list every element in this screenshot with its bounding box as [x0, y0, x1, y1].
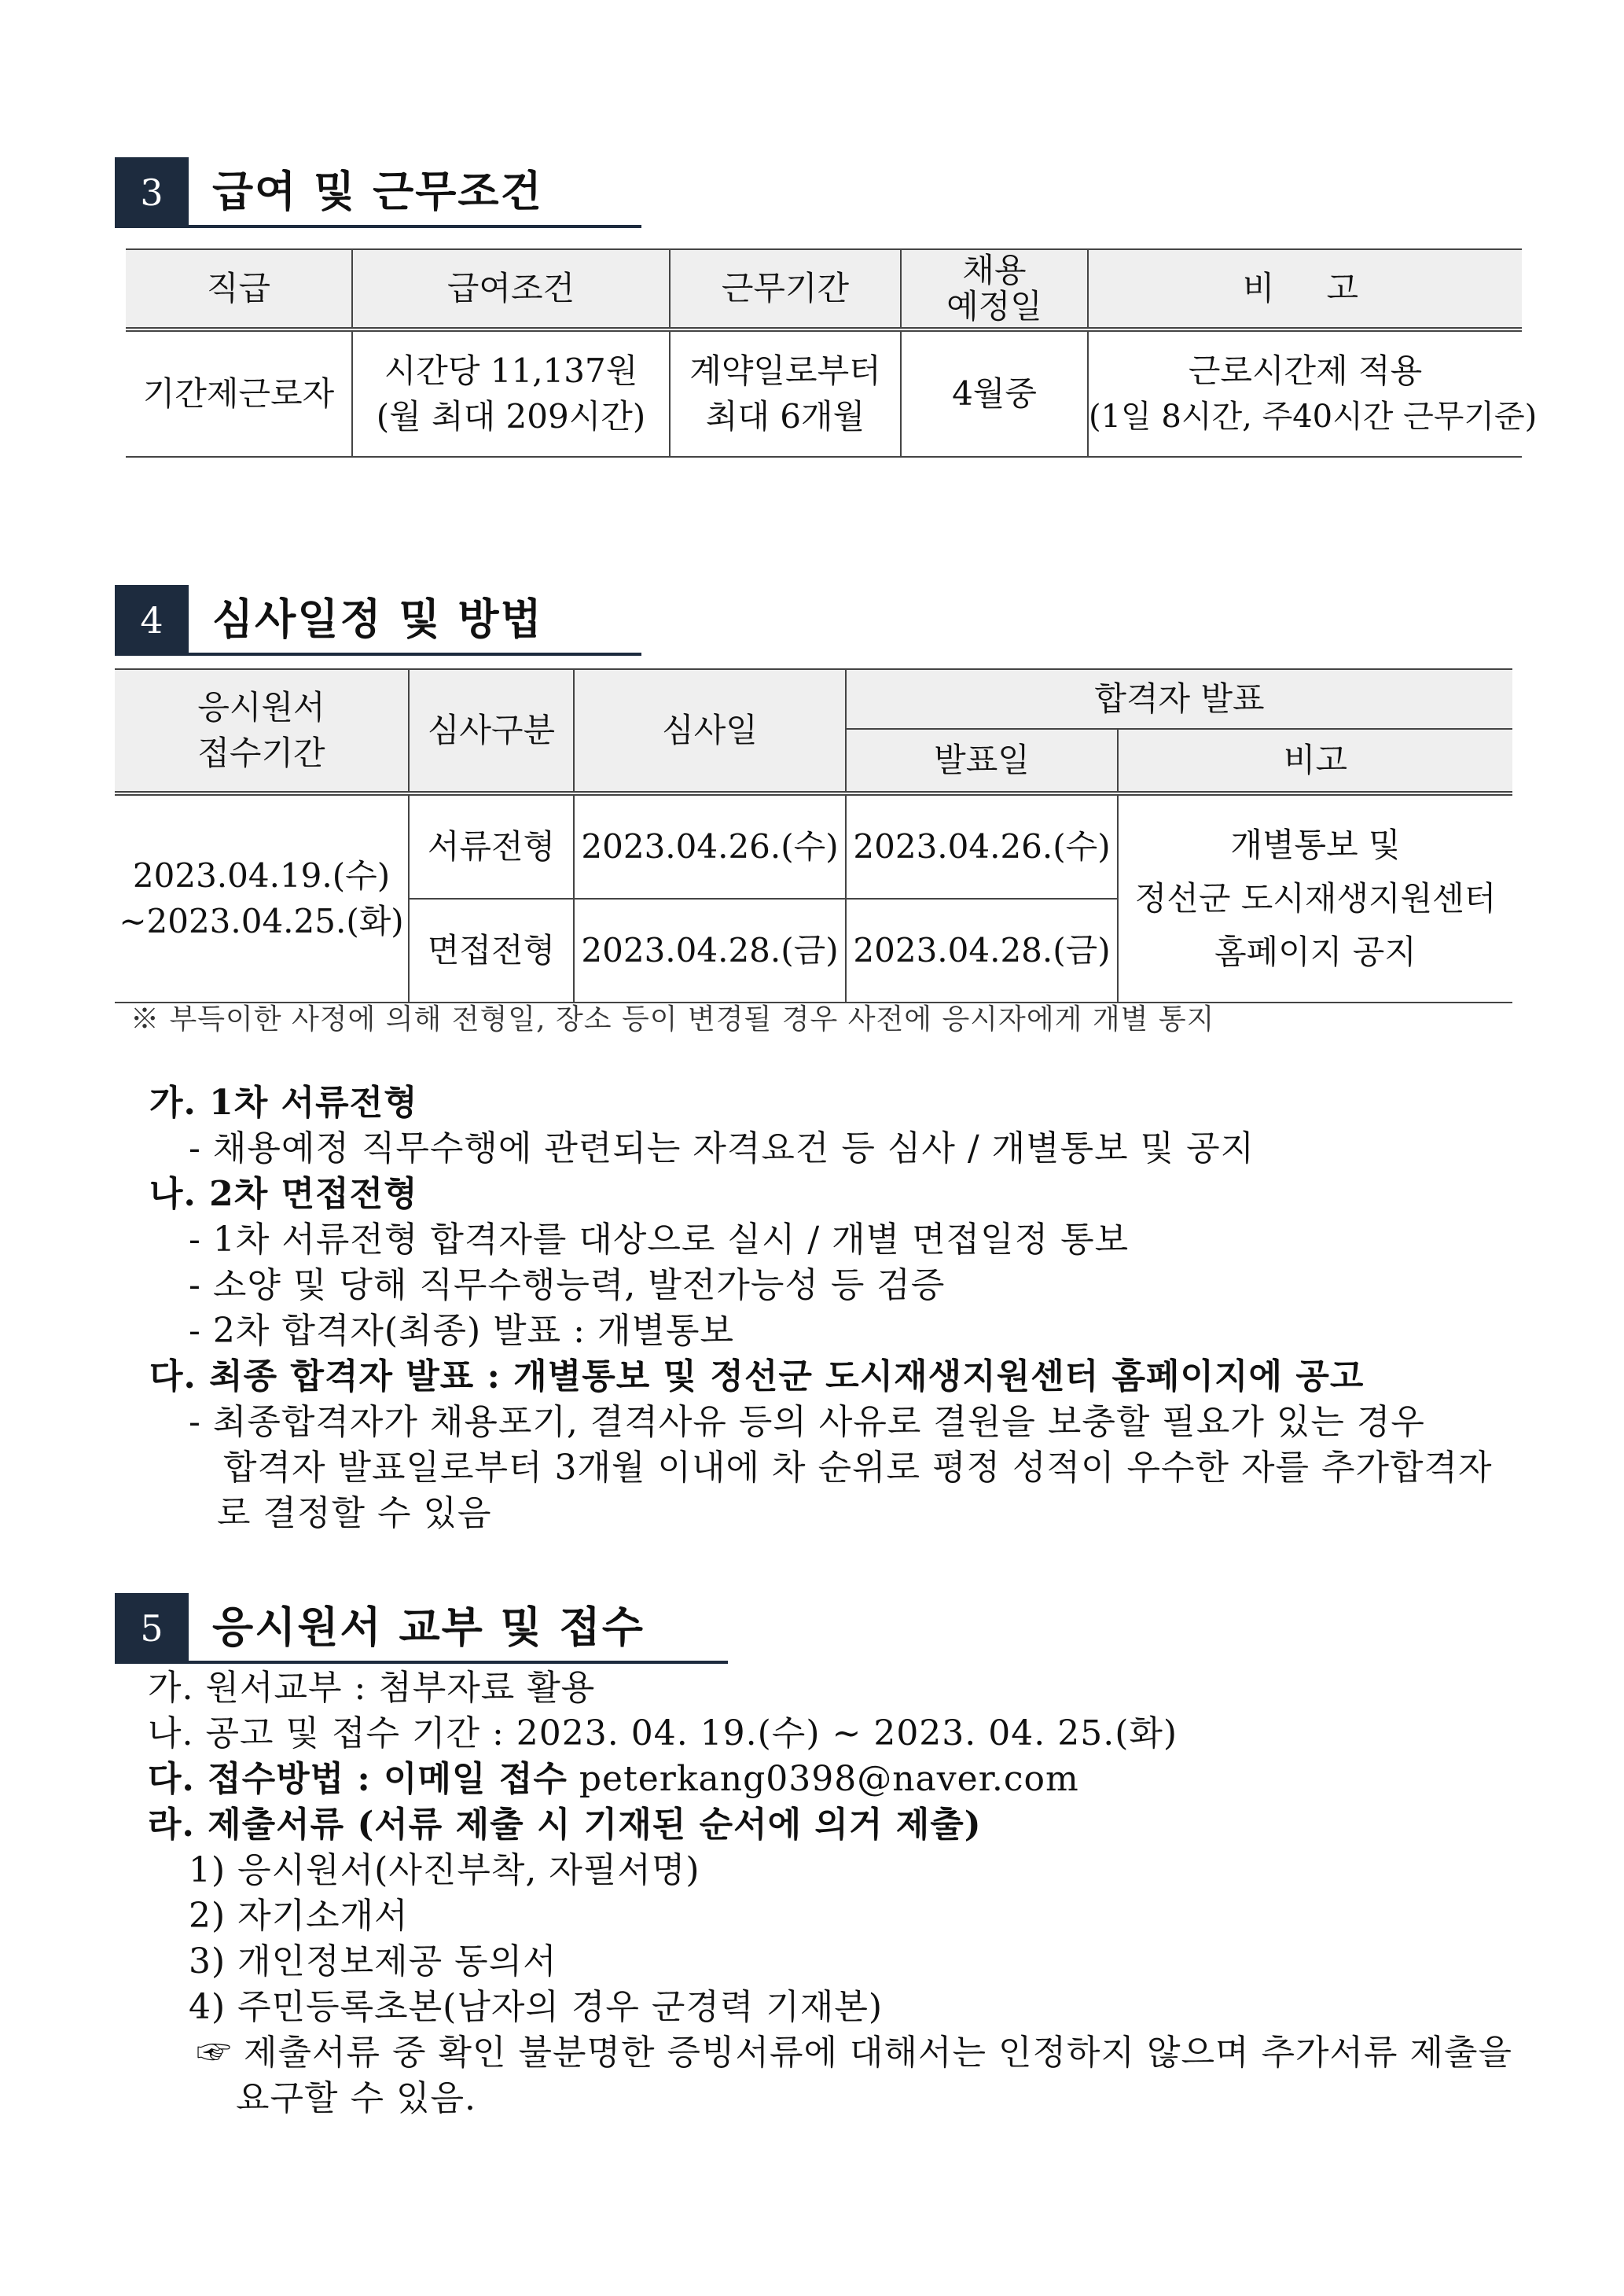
item-detail: - 소양 및 당해 직무수행능력, 발전가능성 등 검증: [189, 1265, 946, 1305]
header-apply-period: [115, 669, 409, 793]
cell-remark-line3: 홈페이지 공지: [1214, 933, 1416, 971]
header-hire-date-line1: 채용: [962, 251, 1027, 289]
cell-screening-date: 2023.04.26.(수): [574, 793, 846, 899]
item-detail: - 최종합격자가 채용포기, 결격사유 등의 사유로 결원을 보충할 필요가 있는 경우: [189, 1402, 1425, 1442]
section-underline: [189, 653, 641, 656]
cell-pay: [352, 329, 670, 457]
cell-announcement-date: 2023.04.26.(수): [846, 793, 1118, 899]
item-line: 가. 원서교부 : 첨부자료 활용: [148, 1668, 596, 1708]
item-detail: 합격자 발표일로부터 3개월 이내에 차 순위로 평정 성적이 우수한 자를 추가합격자: [223, 1448, 1493, 1488]
document-item: 2) 자기소개서: [189, 1896, 409, 1936]
document-item: 3) 개인정보제공 동의서: [189, 1941, 557, 1981]
section-underline: [189, 1661, 728, 1664]
table-row: [126, 329, 1522, 457]
item-line-label: 다. 접수방법 : 이메일 접수: [148, 1759, 568, 1799]
section-5-header: [115, 1593, 728, 1664]
cell-remark-line1: 개별통보 및: [1230, 826, 1401, 864]
cell-announcement-remark: [1118, 793, 1512, 1003]
screening-schedule-table: [115, 668, 1512, 1003]
cell-period-line2: 최대 6개월: [705, 397, 865, 436]
cell-screening-type: 면접전형: [409, 899, 574, 1003]
item-heading: 나. 2차 면접전형: [149, 1174, 418, 1214]
document-note: 요구할 수 있음.: [236, 2078, 476, 2118]
schedule-change-notice: ※ 부득이한 사정에 의해 전형일, 장소 등이 변경될 경우 사전에 응시자에게 개별 통지: [130, 1003, 1215, 1036]
cell-remark-line2: (1일 8시간, 주40시간 근무기준): [1089, 399, 1538, 435]
document-item: 4) 주민등록초본(남자의 경우 군경력 기재본): [189, 1987, 884, 2027]
email-address: peterkang0398@naver.com: [579, 1759, 1079, 1799]
header-screening-type: 심사구분: [409, 669, 574, 793]
item-detail: - 2차 합격자(최종) 발표 : 개별통보: [189, 1311, 734, 1351]
section-number: 4: [115, 585, 189, 656]
header-announcement-remark: 비고: [1118, 729, 1512, 793]
cell-pay-line1: 시간당 11,137원: [384, 351, 638, 390]
item-heading: 가. 1차 서류전형: [149, 1083, 418, 1123]
header-announcement-date: 발표일: [846, 729, 1118, 793]
cell-announcement-date: 2023.04.28.(금): [846, 899, 1118, 1003]
cell-apply-period-line2: ~2023.04.25.(화): [119, 902, 404, 940]
cell-hire-date: 4월중: [901, 329, 1088, 457]
cell-pay-line2: (월 최대 209시간): [376, 397, 646, 436]
cell-remark: [1088, 329, 1538, 457]
header-hire-date: [901, 249, 1088, 329]
item-line: [148, 1757, 1079, 1802]
cell-period-line1: 계약일로부터: [689, 351, 881, 390]
table-header-row: [126, 249, 1522, 329]
cell-screening-date: 2023.04.28.(금): [574, 899, 846, 1003]
cell-remark-line2: 정선군 도시재생지원센터: [1134, 879, 1497, 918]
section-number: 5: [115, 1593, 189, 1664]
section-title: 응시원서 교부 및 접수: [212, 1602, 645, 1652]
cell-grade: 기간제근로자: [126, 329, 352, 457]
header-screening-date: 심사일: [574, 669, 846, 793]
item-detail: - 1차 서류전형 합격자를 대상으로 실시 / 개별 면접일정 통보: [189, 1220, 1130, 1260]
header-apply-period-line2: 접수기간: [197, 734, 325, 772]
cell-apply-period-line1: 2023.04.19.(수): [132, 856, 391, 895]
header-apply-period-line1: 응시원서: [197, 688, 325, 727]
item-heading: 다. 최종 합격자 발표 : 개별통보 및 정선군 도시재생지원센터 홈페이지에 공고: [149, 1356, 1365, 1396]
section-title: 급여 및 근무조건: [212, 166, 543, 216]
cell-apply-period: [115, 793, 409, 1003]
section-number: 3: [115, 157, 189, 228]
document-note: ☞ 제출서류 중 확인 불분명한 증빙서류에 대해서는 인정하지 않으며 추가서류 제출을: [197, 2033, 1512, 2073]
item-line: 라. 제출서류 (서류 제출 시 기재된 순서에 의거 제출): [148, 1805, 982, 1845]
table-row: [115, 793, 1512, 899]
section-3-header: [115, 157, 641, 228]
document-item: 1) 응시원서(사진부착, 자필서명): [189, 1850, 700, 1890]
section-underline: [189, 225, 641, 228]
section-title: 심사일정 및 방법: [212, 594, 543, 644]
header-grade: 직급: [126, 249, 352, 329]
item-detail: 로 결정할 수 있음: [217, 1493, 492, 1533]
cell-remark-line1: 근로시간제 적용: [1188, 351, 1423, 390]
header-hire-date-line2: 예정일: [946, 287, 1042, 326]
item-detail: - 채용예정 직무수행에 관련되는 자격요건 등 심사 / 개별통보 및 공지: [189, 1128, 1255, 1168]
item-line: 나. 공고 및 접수 기간 : 2023. 04. 19.(수) ~ 2023. 04. 25.(화): [148, 1713, 1178, 1753]
header-remark: 비 고: [1088, 249, 1522, 329]
header-period: 근무기간: [670, 249, 901, 329]
cell-screening-type: 서류전형: [409, 793, 574, 899]
salary-conditions-table: [126, 248, 1538, 458]
table-header-row: [115, 669, 1512, 729]
cell-period: [670, 329, 901, 457]
header-pay: 급여조건: [352, 249, 670, 329]
section-4-header: [115, 585, 641, 656]
header-announcement: 합격자 발표: [846, 669, 1512, 729]
